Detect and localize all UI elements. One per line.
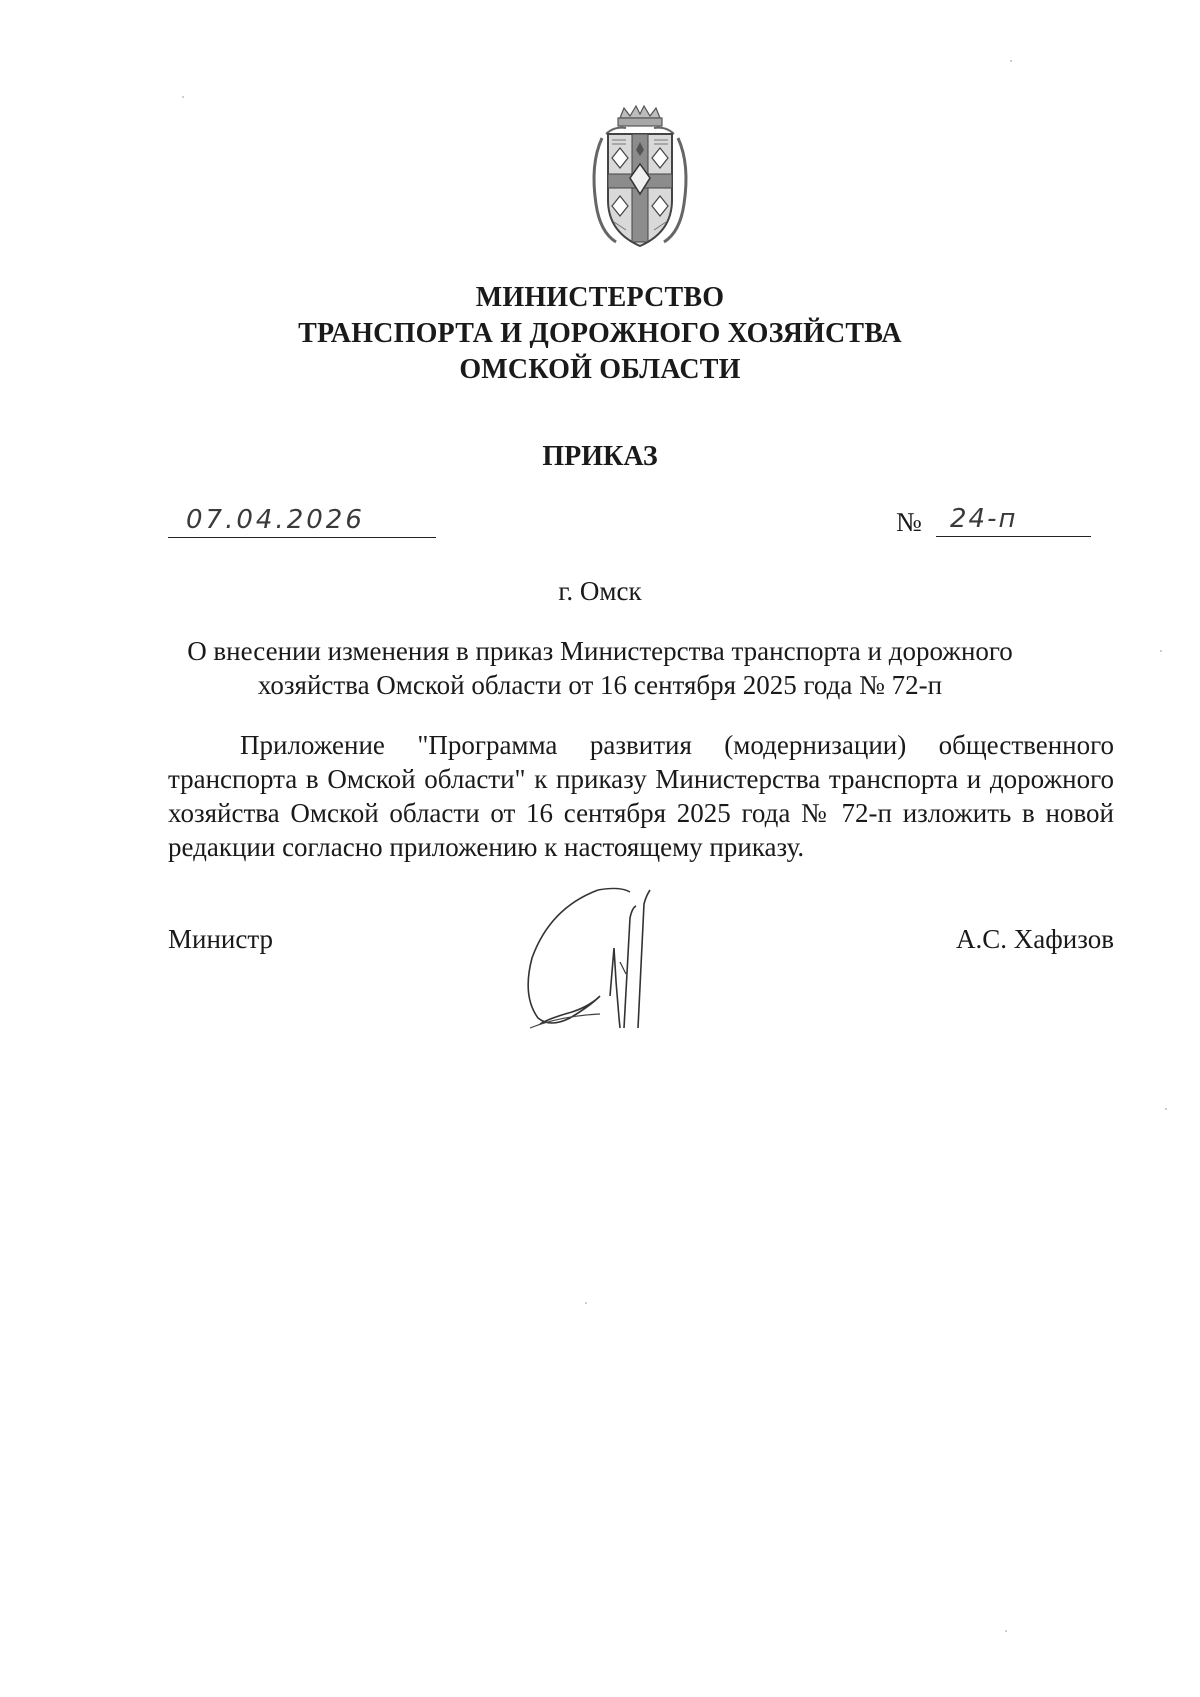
scan-speck [585, 1302, 587, 1304]
scan-speck [1160, 650, 1162, 652]
signatory-position: Министр [168, 924, 273, 954]
coat-of-arms-emblem [586, 104, 694, 252]
date-handwritten: 07.04.2026 [186, 505, 365, 535]
order-body-paragraph: Приложение "Программа развития (модернизации) общественного транспорта в Омской области" к приказу Министерства транспорта и дорожного хозяйства Омской области от 16 сентября 2025 года № 72-п изложить в новой редакции согласно приложению к настоящему приказу. [168, 730, 1114, 862]
handwritten-signature [520, 878, 710, 1038]
date-field [168, 505, 436, 538]
scan-speck [1005, 1630, 1007, 1632]
signatory-name: А.С. Хафизов [956, 924, 1114, 954]
scan-speck [182, 96, 184, 98]
ministry-line-1: МИНИСТЕРСТВО [475, 282, 725, 313]
ministry-line-3: ОМСКОЙ ОБЛАСТИ [459, 354, 741, 385]
subject-line-2: хозяйства Омской области от 16 сентября 2025 года № 72-п [257, 670, 943, 700]
number-handwritten: 24-п [950, 504, 1018, 534]
scan-speck [1010, 60, 1012, 62]
number-sign: № [896, 507, 922, 537]
order-number-field [896, 505, 1091, 537]
subject-line-1: О внесении изменения в приказ Министерства транспорта и дорожного [187, 636, 1013, 666]
city: г. Омск [558, 576, 642, 606]
ministry-line-2: ТРАНСПОРТА И ДОРОЖНОГО ХОЗЯЙСТВА [298, 318, 902, 349]
scan-speck [1165, 1108, 1167, 1110]
ministry-name [0, 280, 1200, 388]
number-underline [936, 504, 1091, 537]
order-title: ПРИКАЗ [542, 441, 658, 472]
order-subject [0, 634, 1200, 702]
